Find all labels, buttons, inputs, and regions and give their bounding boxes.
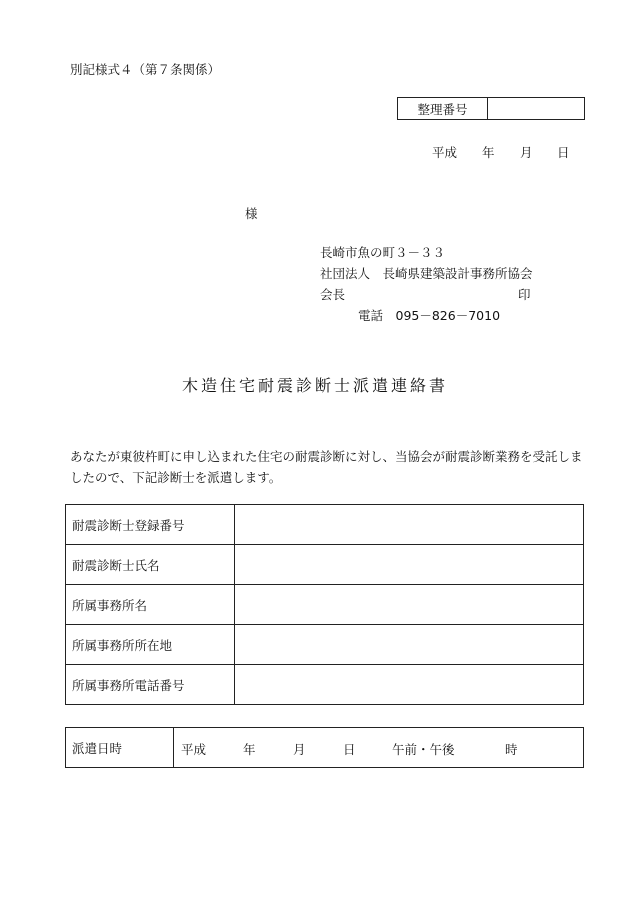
dispatch-year: 年	[243, 742, 256, 757]
row-value-field[interactable]	[235, 585, 584, 625]
dispatch-era: 平成	[181, 742, 207, 757]
sender-organization: 社団法人 長崎県建築設計事務所協会	[320, 266, 533, 281]
dispatch-hour: 時	[505, 742, 518, 757]
diagnostician-info-table	[65, 504, 584, 705]
row-label: 所属事務所所在地	[66, 625, 235, 665]
date-month: 月	[520, 145, 533, 160]
table-row	[66, 505, 584, 545]
row-label: 所属事務所電話番号	[66, 665, 235, 705]
seal-mark: 印	[518, 287, 531, 302]
date-day: 日	[557, 145, 570, 160]
dispatch-month: 月	[293, 742, 306, 757]
dispatch-datetime-table	[65, 727, 584, 768]
addressee-suffix: 様	[245, 206, 258, 221]
dispatch-label: 派遣日時	[66, 728, 174, 768]
table-row	[66, 728, 584, 768]
dispatch-day: 日	[343, 742, 356, 757]
body-text: あなたが東彼杵町に申し込まれた住宅の耐震診断に対し、当協会が耐震診断業務を受託しましたので、下記診断士を派遣します。	[70, 449, 583, 485]
row-value-field[interactable]	[235, 505, 584, 545]
table-row	[66, 545, 584, 585]
document-title: 木造住宅耐震診断士派遣連絡書	[181, 376, 448, 395]
reference-number-box	[397, 97, 585, 120]
sender-president: 会長	[320, 287, 346, 302]
dispatch-datetime-field[interactable]	[174, 728, 584, 768]
table-row	[66, 585, 584, 625]
dispatch-ampm: 午前・午後	[392, 742, 455, 757]
row-value-field[interactable]	[235, 545, 584, 585]
date-era: 平成	[432, 145, 458, 160]
reference-number-label: 整理番号	[398, 98, 488, 119]
row-label: 耐震診断士氏名	[66, 545, 235, 585]
form-label: 別記様式４（第７条関係）	[70, 62, 221, 77]
row-label: 耐震診断士登録番号	[66, 505, 235, 545]
sender-phone: 電話 095－826－7010	[358, 308, 501, 323]
row-value-field[interactable]	[235, 665, 584, 705]
reference-number-field[interactable]	[488, 98, 584, 119]
row-value-field[interactable]	[235, 625, 584, 665]
date-year: 年	[482, 145, 495, 160]
table-row	[66, 665, 584, 705]
table-row	[66, 625, 584, 665]
sender-address: 長崎市魚の町３－３３	[320, 245, 446, 260]
row-label: 所属事務所名	[66, 585, 235, 625]
